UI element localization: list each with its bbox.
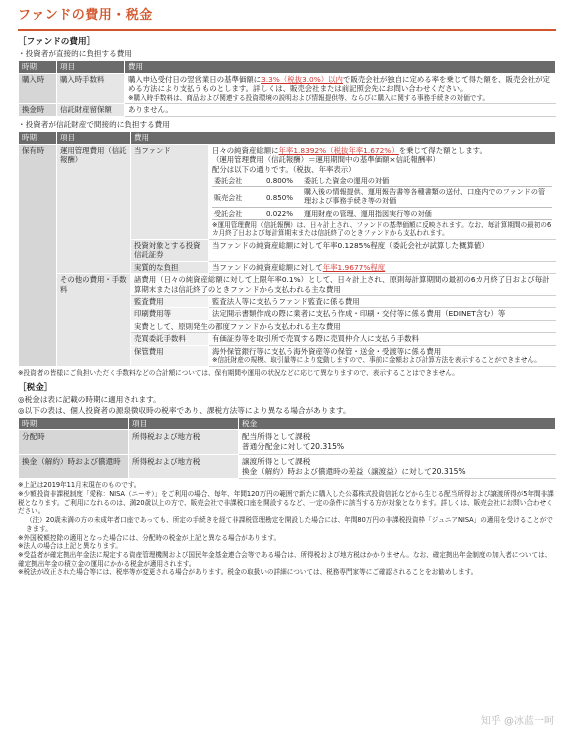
- item-cell: 所得税および地方税: [129, 454, 239, 478]
- actual-cost-cell: [209, 261, 556, 273]
- cost-note: ※購入時手数料は、商品および関連する投資環境の説明および情報提供等、ならびに購入に関する事務手続きの対価です。: [128, 93, 490, 102]
- desc-cell: 購入後の情報提供、運用報告書等各種書類の送付、口座内でのファンドの管理および事務手続き等の対価: [302, 187, 552, 208]
- tax-notes: [18, 481, 556, 577]
- header-timing: 時期: [19, 61, 57, 74]
- other-note: ※信託財産の規模、取引量等により変動しますので、事前に金額および計算方法を表示することができません。: [212, 356, 541, 365]
- table-row: [19, 430, 556, 454]
- actual-label: 実質的な負担: [131, 261, 209, 273]
- other-name: 保管費用: [131, 345, 209, 366]
- other-intro: 実費として、原則発生の都度ファンドから支払われる主な費用: [131, 320, 556, 332]
- other-desc-text: 海外保管銀行等に支払う海外資産等の保管・送金・受渡等に係る費用: [212, 346, 442, 356]
- fund-note: ※運用管理費用（信託報酬）は、日々計上され、ファンドの基準価額に反映されます。なお、毎計算期間の最初の6カ月終了日および毎計算期末または信託終了のときファンドから支払われます。: [212, 221, 552, 238]
- target-label: 投資対象とする投資信託証券: [131, 239, 209, 261]
- header-cost: 費用: [131, 132, 556, 145]
- tax-line: 換金（解約）時および償還時の差益（譲渡益）に対して20.315%: [242, 466, 466, 476]
- tax-note: ※少額投資非課税制度「愛称：NISA（ニーサ）」をご利用の場合、毎年、年間120万円の範囲で新たに購入した公募株式投資信託などから生じる配当所得および譲渡所得が5年間非課税となります。ご利用になれるのは、満20歳以上の方で、販売会社で非課税口座を開設するなど、一定の条件に該当する方が対象となります。詳しくは、販売会社にお問い合わせください。: [18, 490, 554, 516]
- table-row: [19, 454, 556, 478]
- party-cell: 販売会社: [212, 187, 264, 208]
- fees-section-heading: ［ファンドの費用］: [18, 36, 96, 47]
- indirect-fees-bullet: ・投資者が信託財産で間接的に負担する費用: [18, 119, 170, 129]
- actual-rate-highlight: 年率1.9677%程度: [322, 262, 386, 272]
- table-row: [19, 274, 556, 296]
- fund-cost-cell: [209, 144, 556, 239]
- other-desc: [209, 345, 556, 366]
- timing-cell: 換金（解約）時および償還時: [19, 454, 129, 478]
- timing-cell: 保有時: [19, 144, 57, 366]
- item-cell: 所得税および地方税: [129, 430, 239, 454]
- other-desc: 監査法人等に支払うファンド監査に係る費用: [209, 295, 556, 307]
- tax-note: ※税法が改正された場合等には、税率等が変更される場合があります。税金の取扱いの詳細については、税務専門家等にご確認されることをお勧めします。: [18, 568, 478, 577]
- timing-cell: 分配時: [19, 430, 129, 454]
- desc-cell: 運用財産の管理、運用指図実行等の対価: [302, 208, 552, 220]
- cost-cell: ありません。: [125, 104, 556, 116]
- cost-text: で販売会社が独自に定める率を乗じて得た額を、販売会社が定める方法により支払うものとします。詳しくは、販売会社または前記照会先にお問い合わせください。: [128, 74, 550, 94]
- party-cell: 受託会社: [212, 208, 264, 220]
- fund-rate-highlight: 年率1.8392%（税抜年率1.672%）: [278, 145, 399, 155]
- fund-formula: （運用管理費用（信託報酬）＝運用期間中の基準価額×信託報酬率）: [212, 155, 440, 165]
- header-timing: 時期: [19, 417, 129, 430]
- other-desc: 法定開示書類作成の際に業者に支払う作成・印刷・交付等に係る費用（EDINET含む）等: [209, 308, 556, 320]
- tax-cell: [239, 430, 556, 454]
- other-name: 売買委託手数料: [131, 333, 209, 345]
- tax-note: ※上記は2019年11月末現在のものです。: [18, 481, 141, 490]
- cost-text: 購入申込受付日の翌営業日の基準価額に: [128, 74, 262, 84]
- watermark-text: 知乎 @冰蓝一呵: [480, 716, 554, 728]
- tax-line: 配当所得として課税: [242, 432, 311, 442]
- fund-text: 日々の純資産総額に: [212, 145, 279, 155]
- breakdown-table: [212, 175, 552, 220]
- direct-fees-bullet: ・投資者が直接的に負担する費用: [18, 48, 132, 58]
- header-timing: 時期: [19, 132, 57, 145]
- party-cell: 委託会社: [212, 175, 264, 187]
- tax-line: 譲渡所得として課税: [242, 456, 311, 466]
- rate-cell: 0.800%: [264, 175, 302, 187]
- fees-footnote: ※投資者の皆様にご負担いただく手数料などの合計額については、保有期間や運用の状況などに応じて異なりますので、表示することはできません。: [18, 368, 459, 377]
- table-row: [19, 144, 556, 239]
- breakdown-row: [212, 187, 552, 208]
- tax-line: 普通分配金に対して20.315%: [242, 442, 345, 452]
- tax-note: ※受益者が確定拠出年金法に規定する資産管理機関および国民年金基金連合会等である場合は、所得税および地方税はかかりません。なお、確定拠出年金制度の加入者については、確定拠出年金の積立金の運用にかかる税金が適用されます。: [18, 550, 552, 568]
- tax-note: （注）20歳未満の方の未成年者口座であっても、所定の手続きを経て非課税管理勘定を開設した場合には、年間80万円の非課税投資枠「ジュニアNISA」の適用を受けることができます。: [26, 516, 553, 533]
- other-name: 監査費用: [131, 295, 209, 307]
- table-row: [19, 73, 556, 103]
- tax-bullet: ◎税金は表に記載の時期に適用されます。: [18, 395, 161, 405]
- rate-cell: 0.850%: [264, 187, 302, 208]
- document: [18, 8, 556, 577]
- tax-note: ※法人の場合は上記と異なります。: [18, 542, 122, 551]
- other-name: 印刷費用等: [131, 308, 209, 320]
- item-cell: 運用管理費用（信託報酬）: [57, 144, 131, 273]
- item-cell: その他の費用・手数料: [57, 274, 131, 367]
- header-tax: 税金: [239, 417, 556, 430]
- other-intro: 諸費用（日々の純資産総額に対して上限年率0.1%）として、日々計上され、原則毎計算期間の最初の6カ月終了日および毎計算期末または信託終了のときファンドから支払われる主な費用: [131, 274, 556, 296]
- tax-table: [18, 417, 556, 480]
- header-item: 項目: [57, 132, 131, 145]
- desc-cell: 委託した資金の運用の対価: [302, 175, 552, 187]
- indirect-fees-table: [18, 131, 556, 366]
- breakdown-row: [212, 175, 552, 187]
- cost-rate-highlight: 3.3%（税抜3.0%）以内: [261, 74, 343, 84]
- header-cost: 費用: [125, 61, 556, 74]
- item-cell: 購入時手数料: [57, 73, 125, 103]
- fund-breakdown: 配分は以下の通りです。（税抜、年率表示）: [212, 164, 356, 174]
- tax-note: ※外国税額控除の適用となった場合には、分配時の税金が上記と異なる場合があります。: [18, 533, 281, 542]
- direct-fees-table: [18, 60, 556, 116]
- tax-bullet: ◎以下の表は、個人投資者の源泉徴収時の税率であり、課税方法等により異なる場合があります。: [18, 405, 351, 415]
- tax-section-heading: ［税金］: [18, 383, 53, 394]
- actual-text: 当ファンドの純資産総額に対して: [212, 262, 323, 272]
- table-row: [19, 104, 556, 116]
- rate-cell: 0.022%: [264, 208, 302, 220]
- other-desc: 有価証券等を取引所で売買する際に売買仲介人に支払う手数料: [209, 333, 556, 345]
- timing-cell: 換金時: [19, 104, 57, 116]
- timing-cell: 購入時: [19, 73, 57, 103]
- breakdown-row: [212, 208, 552, 220]
- cost-cell: [125, 73, 556, 103]
- target-cost-cell: 当ファンドの純資産総額に対して年率0.1285%程度（委託会社が試算した概算値）: [209, 239, 556, 261]
- fund-text: を乗じて得た額とします。: [398, 145, 487, 155]
- item-cell: 信託財産留保額: [57, 104, 125, 116]
- header-item: 項目: [57, 61, 125, 74]
- tax-cell: [239, 454, 556, 478]
- header-item: 項目: [129, 417, 239, 430]
- fund-label: 当ファンド: [131, 144, 209, 239]
- page-title: ファンドの費用・税金: [18, 8, 556, 31]
